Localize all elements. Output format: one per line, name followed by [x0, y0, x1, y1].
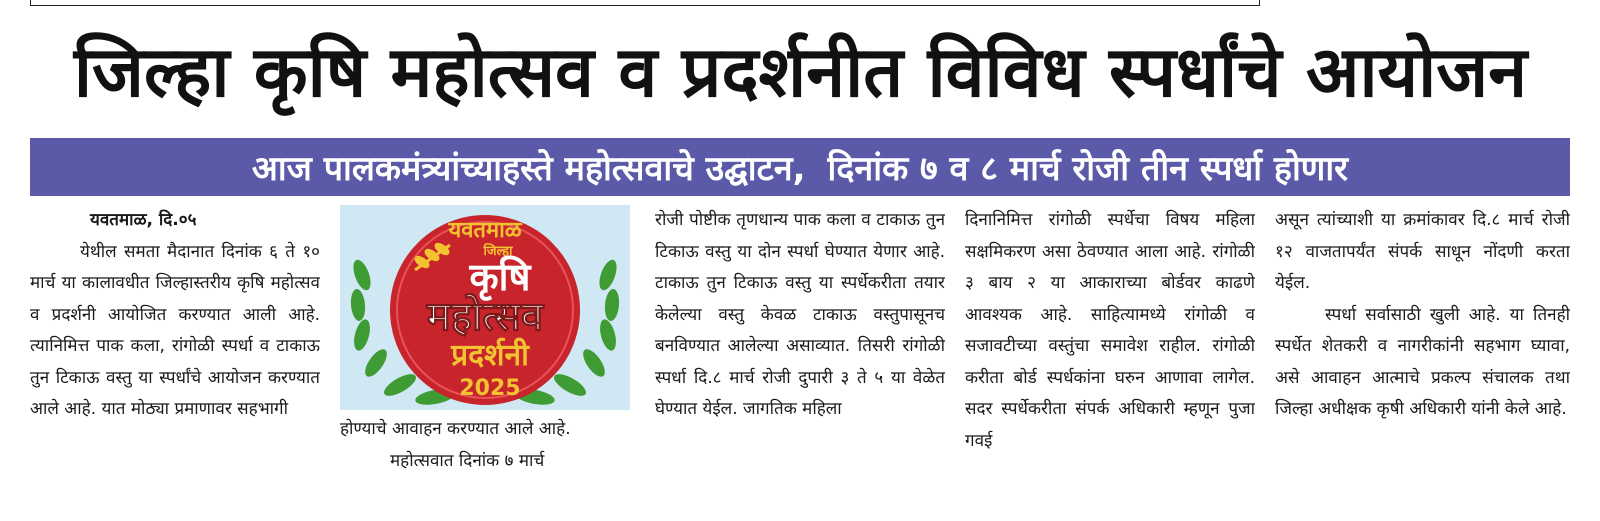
- column-1-text: येथील समता मैदानात दिनांक ६ ते १० मार्च या कालावधीत जिल्हास्तरीय कृषि महोत्सव व प्रदर्शनी आयोजित करण्यात आली आहे. त्यानिमित्त पाक कला, रांगोळी स्पर्धा व टाकाऊ तुन टिकाऊ वस्तु या स्पर्धांचे आयोजन करण्यात आले आहे. यात मोठ्या प्रमाणावर सहभागी: [30, 241, 320, 419]
- column-5-text-continued: स्पर्धा सर्वासाठी खुली आहे. या तिनही स्पर्धेत शेतकरी व नागरीकांनी सहभाग घ्यावा, असे आवाहन आत्माचे प्रकल्प संचालक तथा जिल्हा अधीक्षक कृषी अधिकारी यांनी केले आहे.: [1275, 304, 1570, 419]
- column-2-text-continued: महोत्सवात दिनांक ७ मार्च: [390, 450, 545, 471]
- column-2-text: होण्याचे आवाहन करण्यात आले आहे.: [340, 419, 571, 439]
- logo-year: 2025: [459, 376, 521, 401]
- subheadline-banner: [30, 138, 1570, 196]
- article-column-2: [340, 205, 630, 521]
- festival-logo-image: [340, 205, 630, 410]
- logo-line5: प्रदर्शनी: [451, 338, 529, 373]
- dateline: यवतमाळ, दि.०५: [90, 210, 197, 230]
- logo-line4: महोत्सव: [426, 294, 544, 340]
- headline: जिल्हा कृषि महोत्सव व प्रदर्शनीत विविध स्पर्धांचे आयोजन: [73, 31, 1528, 113]
- subheadline-part1: आज पालकमंत्र्यांच्याहस्ते महोत्सवाचे उद्घाटन,: [251, 149, 806, 189]
- article-column-5: [1275, 205, 1570, 521]
- column-3-text: रोजी पोष्टीक तृणधान्य पाक कला व टाकाऊ तुन टिकाऊ वस्तु या दोन स्पर्धा घेण्यात येणार आहे. टाकाऊ तुन टिकाऊ वस्तु या स्पर्धेकरीता तयार केलेल्या वस्तु केवळ टाकाऊ वस्तुपासूनच बनविण्यात आलेल्या असाव्यात. तिसरी रांगोळी स्पर्धा दि.८ मार्च रोजी दुपारी ३ ते ५ या वेळेत घेण्यात येईल. जागतिक महिला: [655, 210, 945, 419]
- subheadline-part2: दिनांक ७ व ८ मार्च रोजी तीन स्पर्धा होणार: [827, 149, 1349, 189]
- logo-line2: जिल्हा: [483, 244, 513, 259]
- festival-logo-graphic: [340, 205, 630, 410]
- article-column-1: [30, 205, 320, 521]
- column-5-text: असून त्यांच्याशी या क्रमांकावर दि.८ मार्च रोजी १२ वाजतापर्यंत संपर्क साधून नोंदणी करता येईल.: [1275, 210, 1570, 293]
- article-column-4: [965, 205, 1255, 521]
- column-4-text: दिनानिमित्त रांगोळी स्पर्धेचा विषय महिला सक्षमिकरण असा ठेवण्यात आला आहे. रांगोळी ३ बाय २ या आकाराच्या बोर्डवर काढणे आवश्यक आहे. साहित्यामध्ये रांगोळी व सजावटीच्या वस्तुंचा समावेश राहील. रांगोळी करीता बोर्ड स्पर्धकांना घरुन आणावा लागेल. सदर स्पर्धेकरीता संपर्क अधिकारी म्हणून पुजा गवई: [965, 210, 1255, 451]
- logo-line3: कृषि: [469, 255, 531, 299]
- article-column-3: [655, 205, 945, 521]
- top-rule: [30, 0, 1260, 6]
- logo-line1: यवतमाळ: [448, 218, 522, 243]
